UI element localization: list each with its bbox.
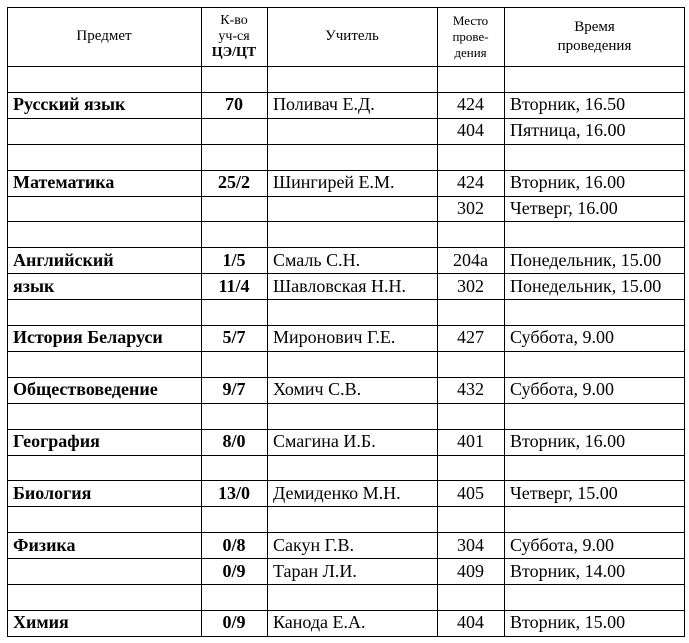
header-time xyxy=(504,7,685,66)
count-cell xyxy=(201,299,267,325)
room-cell xyxy=(437,221,504,247)
time-cell: Вторник, 14.00 xyxy=(510,560,626,581)
subject-cell xyxy=(7,558,201,584)
grid-vline xyxy=(504,7,505,636)
teacher-cell: Шингирей Е.М. xyxy=(273,172,395,193)
room-cell: 302 xyxy=(457,275,484,296)
grid-vline xyxy=(7,7,8,636)
subject-cell xyxy=(7,118,201,144)
room-cell xyxy=(437,351,504,377)
header-time-line1: Время xyxy=(574,18,615,35)
count-cell xyxy=(201,221,267,247)
count-cell xyxy=(201,455,267,481)
count-cell xyxy=(201,144,267,170)
room-cell xyxy=(437,506,504,532)
count-cell: 70 xyxy=(225,94,243,115)
count-cell: 8/0 xyxy=(222,431,246,452)
subject-cell xyxy=(7,584,201,610)
table-row xyxy=(7,351,685,377)
grid-vline xyxy=(267,7,268,636)
subject-cell: История Беларуси xyxy=(13,327,163,348)
count-cell: 25/2 xyxy=(217,172,250,193)
header-place-line1: Место xyxy=(452,12,489,28)
header-place-line2: прове- xyxy=(452,28,489,44)
room-cell: 405 xyxy=(457,482,484,503)
subject-cell xyxy=(7,196,201,222)
teacher-cell: Таран Л.И. xyxy=(273,560,357,581)
count-cell: 9/7 xyxy=(222,379,246,400)
grid-hline xyxy=(7,377,685,378)
subject-cell xyxy=(7,455,201,481)
teacher-cell xyxy=(267,196,437,222)
count-cell: 13/0 xyxy=(217,482,250,503)
grid-hline xyxy=(7,558,685,559)
table-row xyxy=(7,584,685,610)
teacher-cell xyxy=(267,351,437,377)
time-cell: Пятница, 16.00 xyxy=(510,120,626,141)
time-cell xyxy=(504,506,685,532)
subject-cell xyxy=(7,403,201,429)
count-cell xyxy=(201,403,267,429)
teacher-cell xyxy=(267,403,437,429)
teacher-cell xyxy=(267,299,437,325)
grid-hline xyxy=(7,118,685,119)
time-cell xyxy=(504,584,685,610)
header-count-line3: ЦЭ/ЦТ xyxy=(211,44,257,60)
subject-cell: Математика xyxy=(13,172,115,193)
time-cell: Понедельник, 15.00 xyxy=(510,249,662,270)
room-cell: 302 xyxy=(457,197,484,218)
grid-hline xyxy=(7,403,685,404)
grid-hline xyxy=(7,299,685,300)
teacher-cell xyxy=(267,455,437,481)
count-cell xyxy=(201,66,267,92)
grid-vline xyxy=(684,7,685,636)
count-cell xyxy=(201,118,267,144)
table-row xyxy=(7,247,685,273)
time-cell: Понедельник, 15.00 xyxy=(510,275,662,296)
time-cell xyxy=(504,299,685,325)
room-cell: 204а xyxy=(453,249,488,270)
time-cell xyxy=(504,144,685,170)
count-cell xyxy=(201,506,267,532)
subject-cell: язык xyxy=(13,275,55,296)
subject-cell xyxy=(7,144,201,170)
teacher-cell xyxy=(267,584,437,610)
table-row xyxy=(7,170,685,196)
count-cell xyxy=(201,351,267,377)
grid-hline xyxy=(7,636,685,637)
count-cell: 11/4 xyxy=(218,275,250,296)
grid-hline xyxy=(7,325,685,326)
teacher-cell xyxy=(267,118,437,144)
header-count-line1: К-во xyxy=(220,12,248,28)
grid-hline xyxy=(7,584,685,585)
teacher-cell xyxy=(267,506,437,532)
grid-hline xyxy=(7,273,685,274)
count-cell xyxy=(201,196,267,222)
grid-vline xyxy=(201,7,202,636)
room-cell: 304 xyxy=(457,534,484,555)
table-row xyxy=(7,429,685,455)
table-row xyxy=(7,455,685,481)
time-cell xyxy=(504,351,685,377)
room-cell xyxy=(437,66,504,92)
subject-cell: Английский xyxy=(13,249,114,270)
subject-cell xyxy=(7,351,201,377)
subject-cell xyxy=(7,66,201,92)
header-place xyxy=(437,7,504,66)
room-cell: 427 xyxy=(457,327,484,348)
grid-hline xyxy=(7,480,685,481)
table-row xyxy=(7,325,685,351)
grid-hline xyxy=(7,7,685,8)
room-cell: 424 xyxy=(457,172,484,193)
header-count xyxy=(201,7,267,66)
table-row xyxy=(7,506,685,532)
time-cell: Вторник, 16.50 xyxy=(510,94,626,115)
teacher-cell: Демиденко М.Н. xyxy=(273,482,401,503)
header-count-line2: уч-ся xyxy=(218,28,250,44)
table-row xyxy=(7,610,685,636)
teacher-cell xyxy=(267,221,437,247)
room-cell xyxy=(437,403,504,429)
room-cell: 401 xyxy=(457,431,484,452)
room-cell: 432 xyxy=(457,379,484,400)
grid-hline xyxy=(7,170,685,171)
table-row xyxy=(7,403,685,429)
time-cell xyxy=(504,455,685,481)
count-cell xyxy=(201,584,267,610)
teacher-cell: Канода Е.А. xyxy=(273,612,366,633)
time-cell xyxy=(504,66,685,92)
room-cell: 404 xyxy=(457,120,484,141)
count-cell: 0/9 xyxy=(222,560,246,581)
subject-cell: Русский язык xyxy=(13,94,126,115)
teacher-cell: Сакун Г.В. xyxy=(273,534,354,555)
room-cell: 424 xyxy=(457,94,484,115)
header-place-line3: дения xyxy=(454,44,487,60)
teacher-cell: Поливач Е.Д. xyxy=(273,94,375,115)
header-subject: Предмет xyxy=(76,28,132,44)
header-time-line2: проведения xyxy=(557,37,632,54)
grid-hline xyxy=(7,506,685,507)
table-header xyxy=(7,7,685,66)
time-cell: Вторник, 16.00 xyxy=(510,172,626,193)
time-cell: Суббота, 9.00 xyxy=(510,327,614,348)
time-cell: Суббота, 9.00 xyxy=(510,379,614,400)
grid-hline xyxy=(7,247,685,248)
grid-hline xyxy=(7,144,685,145)
time-cell xyxy=(504,403,685,429)
schedule-table xyxy=(7,7,685,643)
time-cell: Вторник, 16.00 xyxy=(510,431,626,452)
table-row xyxy=(7,532,685,558)
teacher-cell: Хомич С.В. xyxy=(273,379,362,400)
teacher-cell xyxy=(267,66,437,92)
time-cell: Вторник, 15.00 xyxy=(510,612,626,633)
time-cell: Четверг, 15.00 xyxy=(510,482,618,503)
subject-cell: Химия xyxy=(13,612,69,633)
subject-cell: География xyxy=(13,431,100,452)
room-cell: 409 xyxy=(457,560,484,581)
table-row xyxy=(7,92,685,118)
room-cell xyxy=(437,144,504,170)
grid-hline xyxy=(7,429,685,430)
room-cell xyxy=(437,299,504,325)
subject-cell: Физика xyxy=(13,534,76,555)
grid-hline xyxy=(7,351,685,352)
grid-hline xyxy=(7,66,685,67)
teacher-cell: Смаль С.Н. xyxy=(273,249,361,270)
time-cell: Четверг, 16.00 xyxy=(510,197,618,218)
table-row xyxy=(7,144,685,170)
grid-hline xyxy=(7,610,685,611)
count-cell: 0/9 xyxy=(222,612,246,633)
header-teacher: Учитель xyxy=(325,28,379,44)
table-row xyxy=(7,299,685,325)
teacher-cell xyxy=(267,144,437,170)
table-row xyxy=(7,558,685,584)
subject-cell xyxy=(7,299,201,325)
grid-vline xyxy=(437,7,438,636)
room-cell xyxy=(437,455,504,481)
table-row xyxy=(7,273,685,299)
grid-hline xyxy=(7,532,685,533)
teacher-cell: Миронович Г.Е. xyxy=(273,327,396,348)
subject-cell xyxy=(7,506,201,532)
grid-hline xyxy=(7,221,685,222)
subject-cell: Обществоведение xyxy=(13,379,158,400)
teacher-cell: Смагина И.Б. xyxy=(273,431,376,452)
time-cell xyxy=(504,221,685,247)
table-row xyxy=(7,480,685,506)
subject-cell xyxy=(7,221,201,247)
table-row xyxy=(7,221,685,247)
subject-cell: Биология xyxy=(13,482,92,503)
table-row xyxy=(7,196,685,222)
teacher-cell: Шавловская Н.Н. xyxy=(273,275,407,296)
count-cell: 5/7 xyxy=(222,327,246,348)
count-cell: 1/5 xyxy=(222,249,246,270)
table-row xyxy=(7,377,685,403)
grid-hline xyxy=(7,455,685,456)
grid-hline xyxy=(7,196,685,197)
table-row xyxy=(7,66,685,92)
time-cell: Суббота, 9.00 xyxy=(510,534,614,555)
room-cell xyxy=(437,584,504,610)
room-cell: 404 xyxy=(457,612,484,633)
grid-hline xyxy=(7,92,685,93)
table-row xyxy=(7,118,685,144)
count-cell: 0/8 xyxy=(222,534,246,555)
